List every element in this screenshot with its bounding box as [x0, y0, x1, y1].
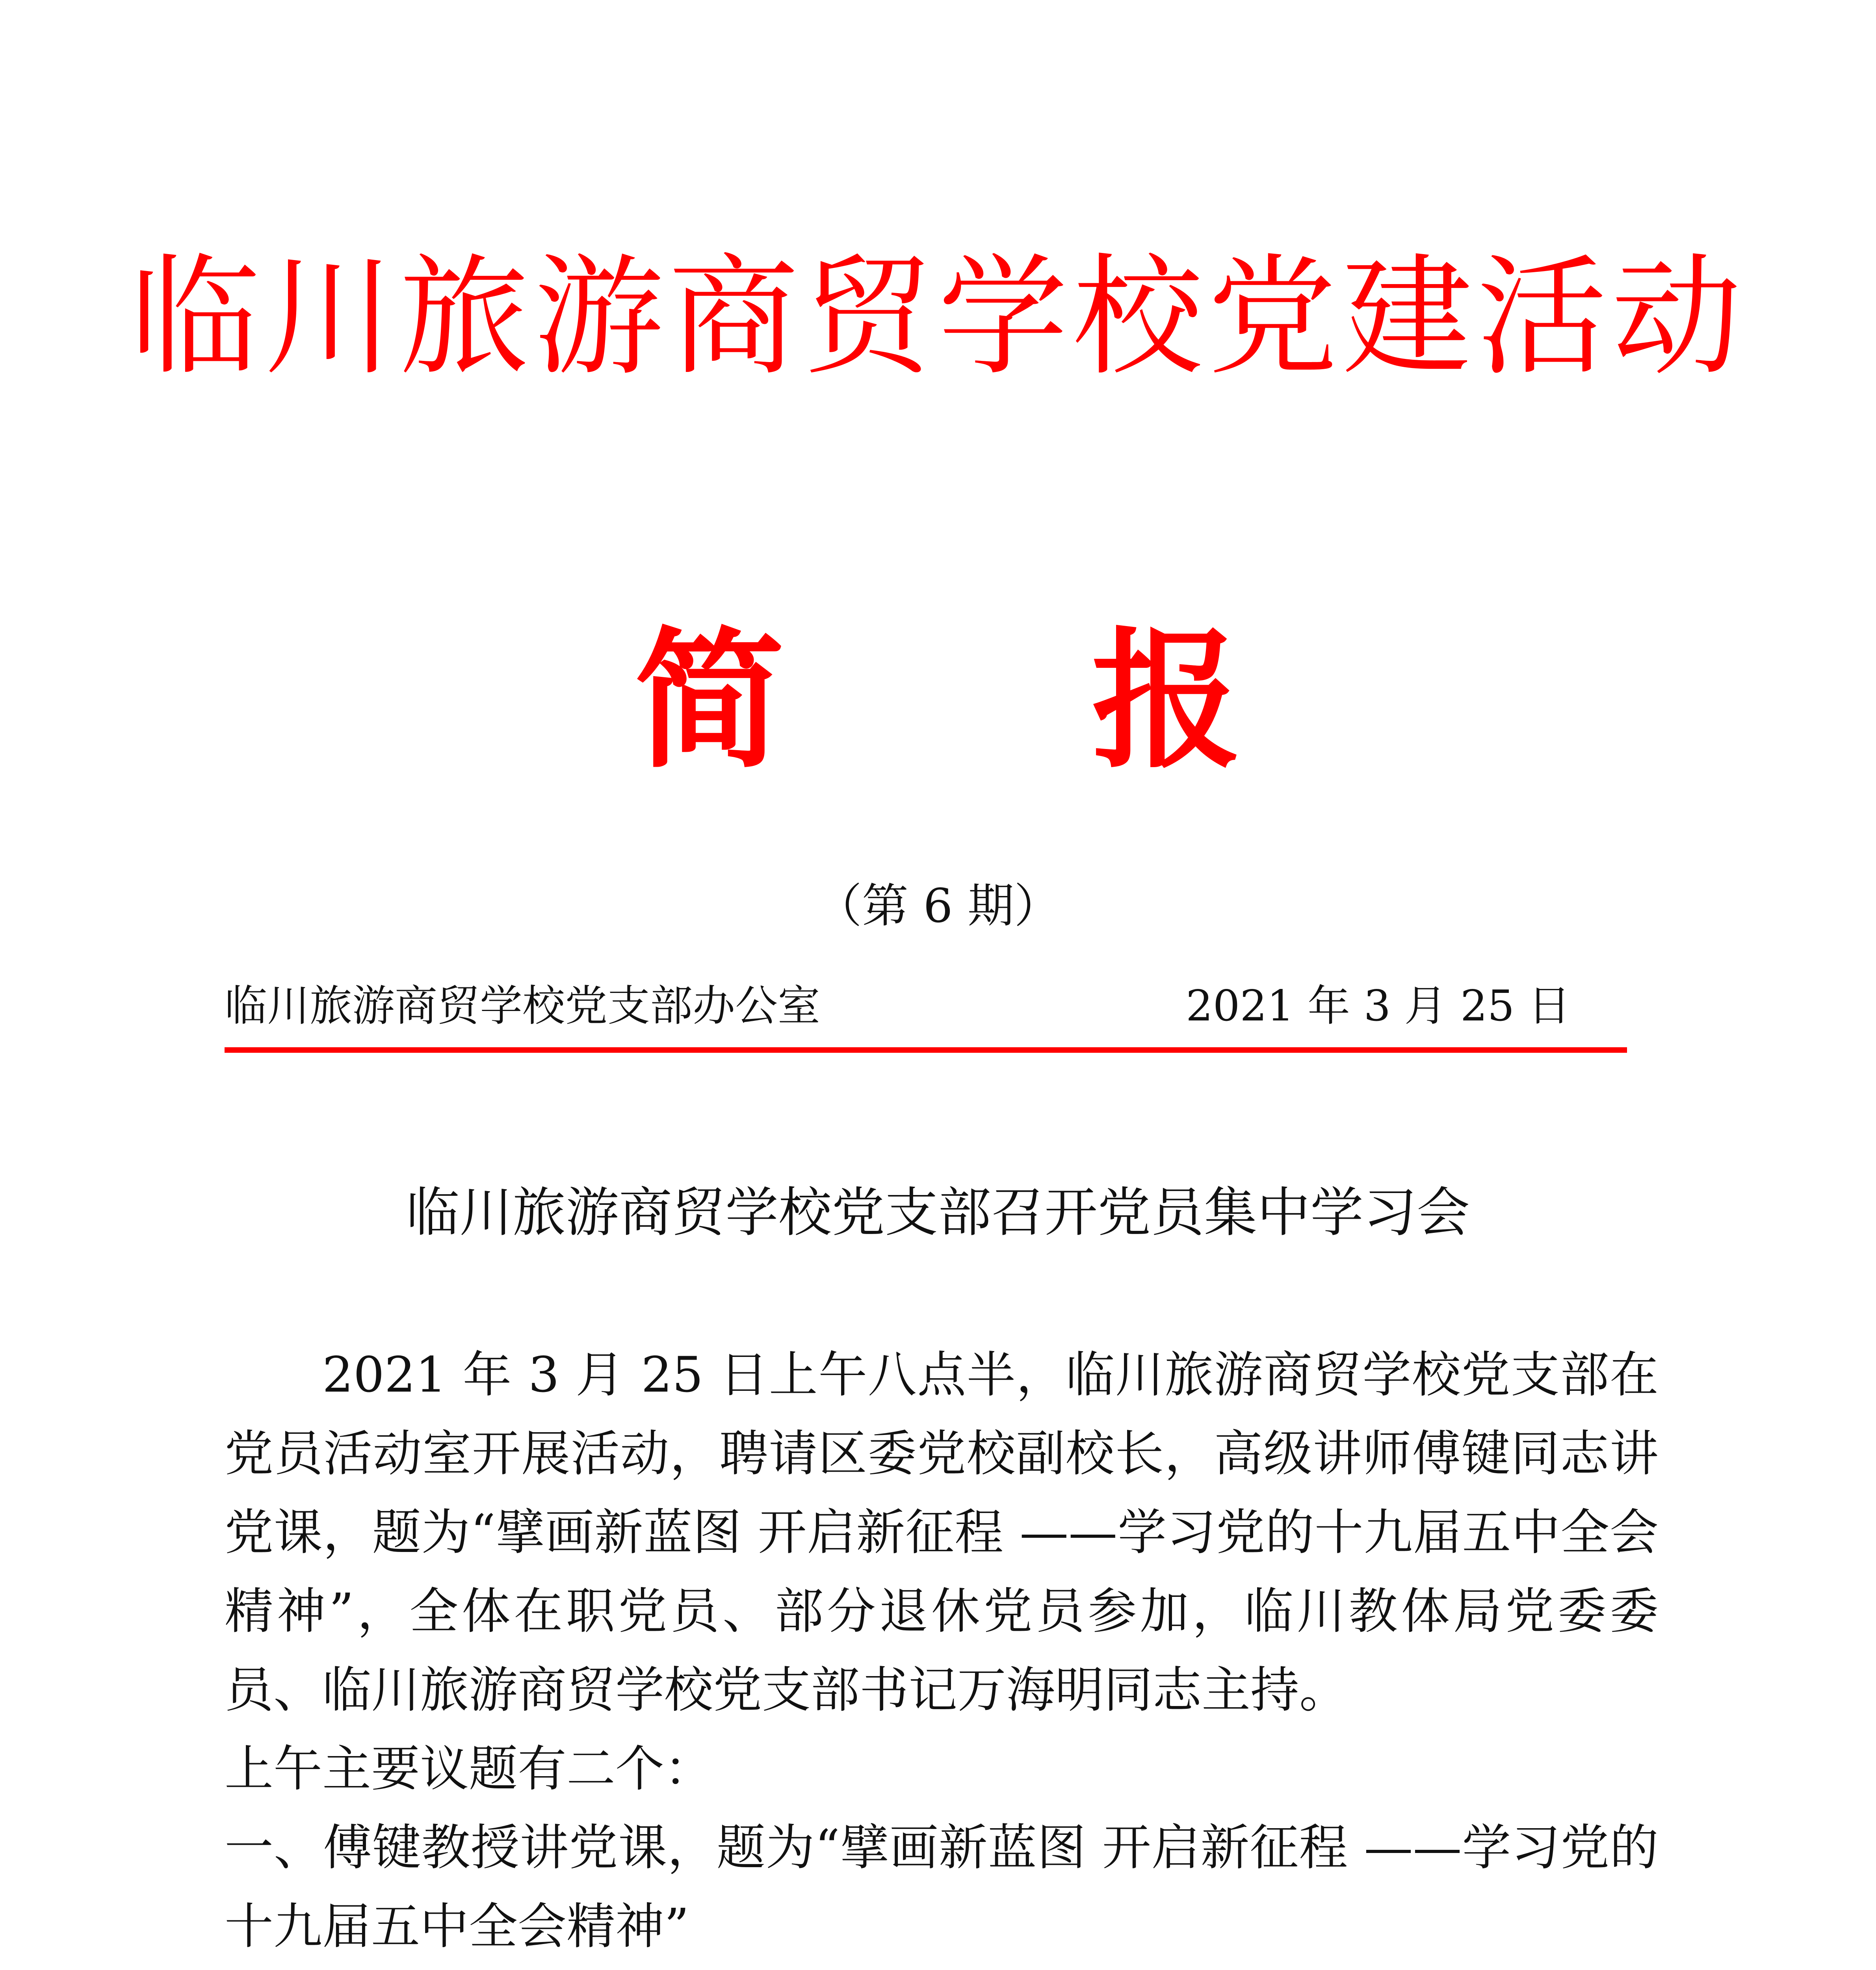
brief-title	[0, 614, 1876, 788]
issue-date: 2021 年 3 月 25 日	[1186, 981, 1571, 1031]
article-title: 临川旅游商贸学校党支部召开党员集中学习会	[406, 1182, 1470, 1243]
article-body	[225, 1336, 1659, 1970]
brief-char-1: 简	[635, 614, 784, 788]
red-divider	[225, 1047, 1627, 1053]
agenda-intro: 上午主要议题有二个：	[225, 1741, 713, 1797]
brief-char-2: 报	[1092, 614, 1241, 788]
agenda-item-1: 一、傅键教授讲党课，题为“擘画新蓝图 开启新征程 ——学习党的十九届五中全会精神”	[225, 1819, 1659, 1955]
list-item	[225, 1966, 1659, 1970]
issue-number: （第 6 期）	[815, 879, 1061, 933]
issuing-office: 临川旅游商贸学校党支部办公室	[225, 981, 821, 1031]
masthead-title: 临川旅游商贸学校党建活动	[130, 242, 1746, 393]
intro-paragraph: 2021 年 3 月 25 日上午八点半，临川旅游商贸学校党支部在党员活动室开展活动，聘请区委党校副校长，高级讲师傅键同志讲党课，题为“擘画新蓝图 开启新征程 ——学习党的十九届五中全会精神”，全体在职党员、部分退休党员参加，临川教体局党委委员、临川旅游商贸学校党支部书记万海明同志主持。	[225, 1347, 1659, 1719]
